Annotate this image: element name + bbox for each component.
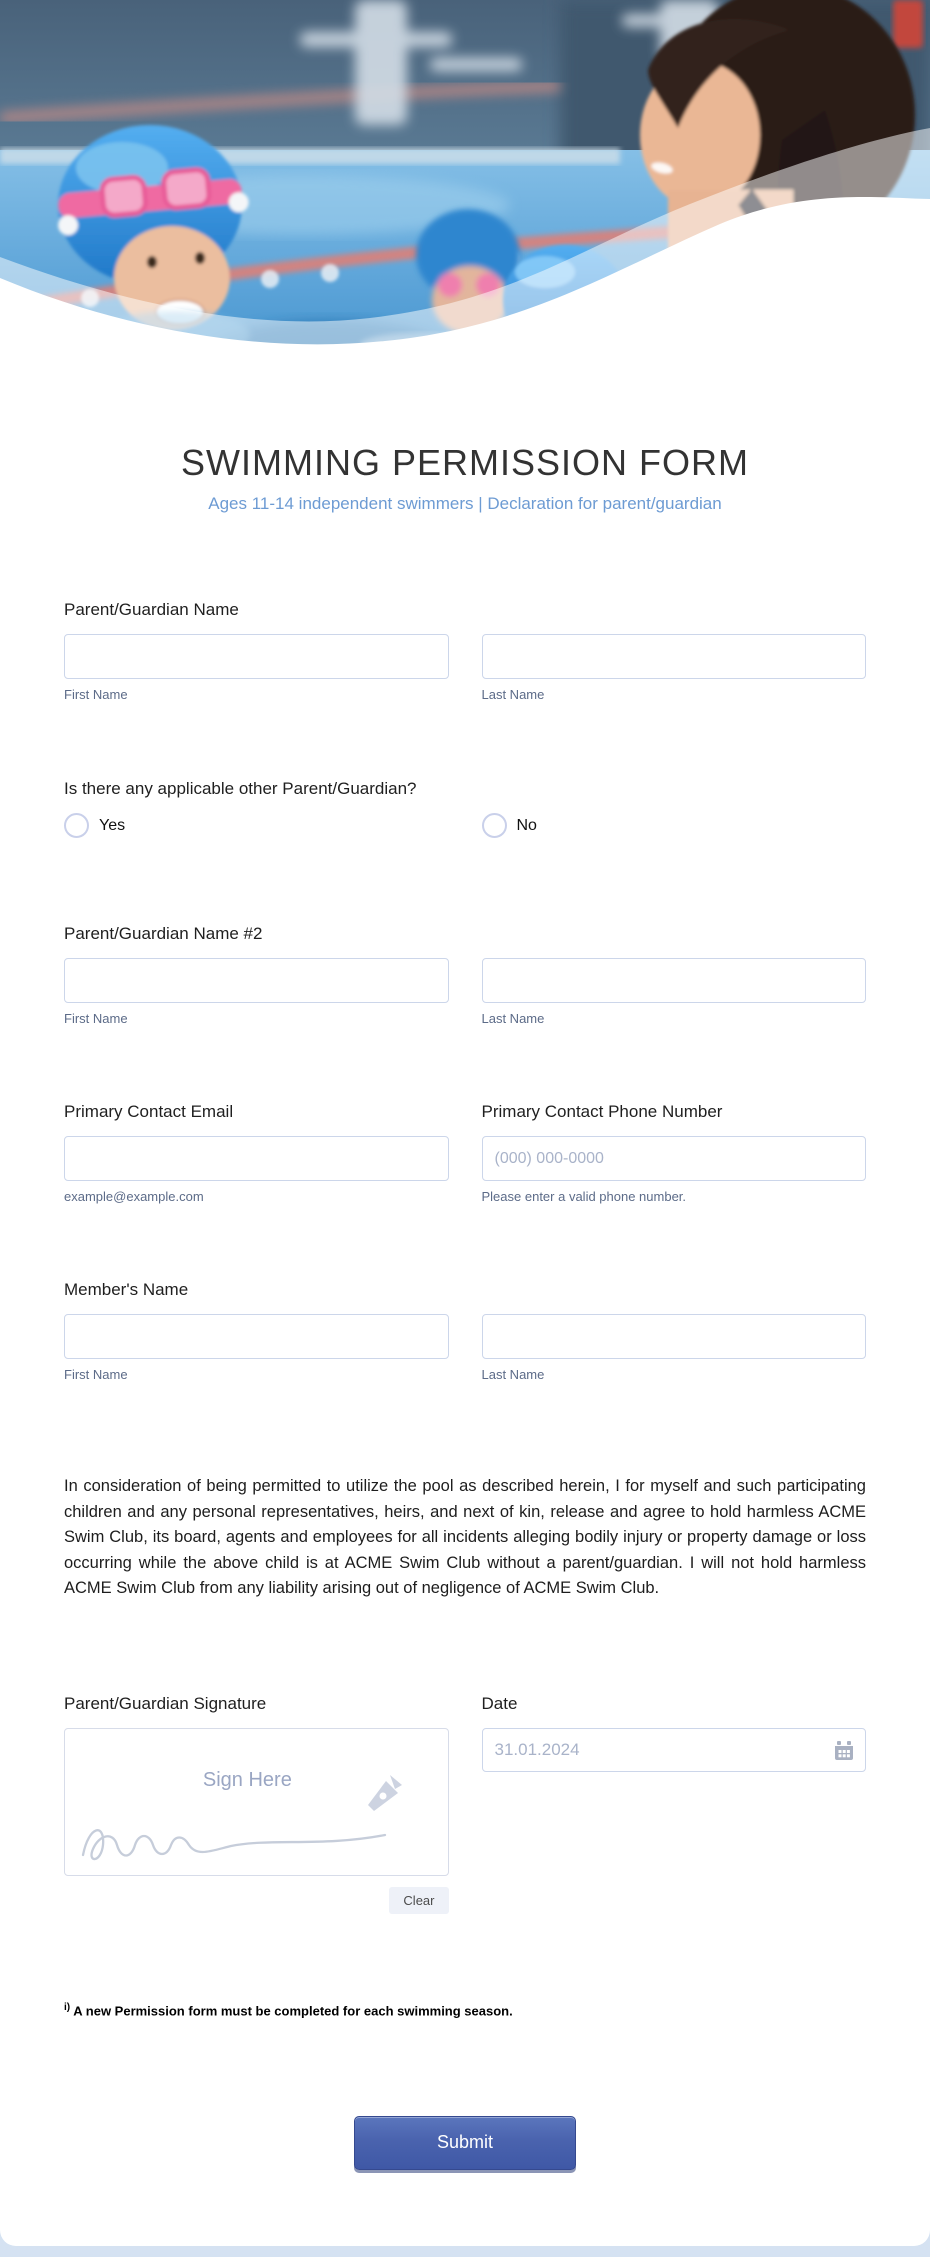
section-guardian-name	[64, 600, 866, 702]
guardian-name-label: Parent/Guardian Name	[64, 600, 239, 619]
radio-option-yes[interactable]	[64, 813, 449, 838]
guardian-name-2-label: Parent/Guardian Name #2	[64, 924, 263, 943]
section-other-guardian	[64, 779, 866, 838]
section-guardian-name-2	[64, 924, 866, 1026]
footnote	[64, 2002, 866, 2018]
footnote-marker: i)	[64, 2001, 71, 2013]
member-last-name-input[interactable]	[482, 1314, 867, 1359]
email-label: Primary Contact Email	[64, 1102, 234, 1121]
email-input[interactable]	[64, 1136, 449, 1181]
waiver-text: In consideration of being permitted to utilize the pool as described herein, I for myself and such participating children and any personal representatives, heirs, and next of kin, release and agree to hold harmless ACME Swim Club, its board, agents and employees for all incidents alleging bodily injury or property damage or loss occurring while the above child is at ACME Swim Club without a parent/guardian. I will not hold harmless ACME Swim Club from any liability arising out of negligence of ACME Swim Club.	[64, 1477, 866, 1597]
signature-pad[interactable]	[64, 1728, 449, 1876]
page-title: SWIMMING PERMISSION FORM	[181, 442, 749, 483]
guardian-last-name-sublabel: Last Name	[481, 687, 545, 702]
member-name-label: Member's Name	[64, 1280, 189, 1299]
swim-lesson-photo	[0, 0, 930, 400]
phone-label: Primary Contact Phone Number	[481, 1102, 723, 1121]
clear-signature-button[interactable]: Clear	[389, 1887, 448, 1914]
other-guardian-label: Is there any applicable other Parent/Guardian?	[64, 779, 417, 798]
guardian2-last-name-sublabel: Last Name	[481, 1011, 545, 1026]
guardian2-first-name-input[interactable]	[64, 958, 449, 1003]
signature-squiggle-icon	[79, 1805, 419, 1867]
section-contact	[64, 1102, 866, 1204]
guardian-first-name-sublabel: First Name	[64, 687, 128, 702]
phone-input[interactable]	[482, 1136, 867, 1181]
hero-image	[0, 0, 930, 400]
signature-label: Parent/Guardian Signature	[64, 1693, 267, 1713]
footnote-text: A new Permission form must be completed for each swimming season.	[73, 2002, 513, 2018]
radio-circle-yes[interactable]	[64, 813, 89, 838]
date-input[interactable]	[482, 1728, 867, 1772]
phone-sublabel: Please enter a valid phone number.	[481, 1189, 687, 1204]
guardian-first-name-input[interactable]	[64, 634, 449, 679]
guardian2-first-name-sublabel: First Name	[64, 1011, 128, 1026]
member-first-name-sublabel: First Name	[64, 1367, 128, 1382]
guardian-last-name-input[interactable]	[482, 634, 867, 679]
calendar-icon[interactable]	[834, 1740, 854, 1760]
sign-here-placeholder: Sign Here	[202, 1768, 292, 1791]
section-signature-date	[64, 1694, 866, 1914]
radio-option-no[interactable]	[482, 813, 867, 838]
form-body	[0, 600, 930, 2170]
member-last-name-sublabel: Last Name	[481, 1367, 545, 1382]
radio-circle-no[interactable]	[482, 813, 507, 838]
guardian2-last-name-input[interactable]	[482, 958, 867, 1003]
section-member-name	[64, 1280, 866, 1382]
submit-button[interactable]: Submit	[354, 2116, 576, 2170]
email-sublabel: example@example.com	[64, 1189, 204, 1204]
page-subtitle: Ages 11-14 independent swimmers | Declaration for parent/guardian	[208, 494, 722, 513]
member-first-name-input[interactable]	[64, 1314, 449, 1359]
date-label: Date	[481, 1693, 518, 1713]
radio-label-yes: Yes	[99, 816, 126, 834]
radio-label-no: No	[516, 816, 537, 834]
